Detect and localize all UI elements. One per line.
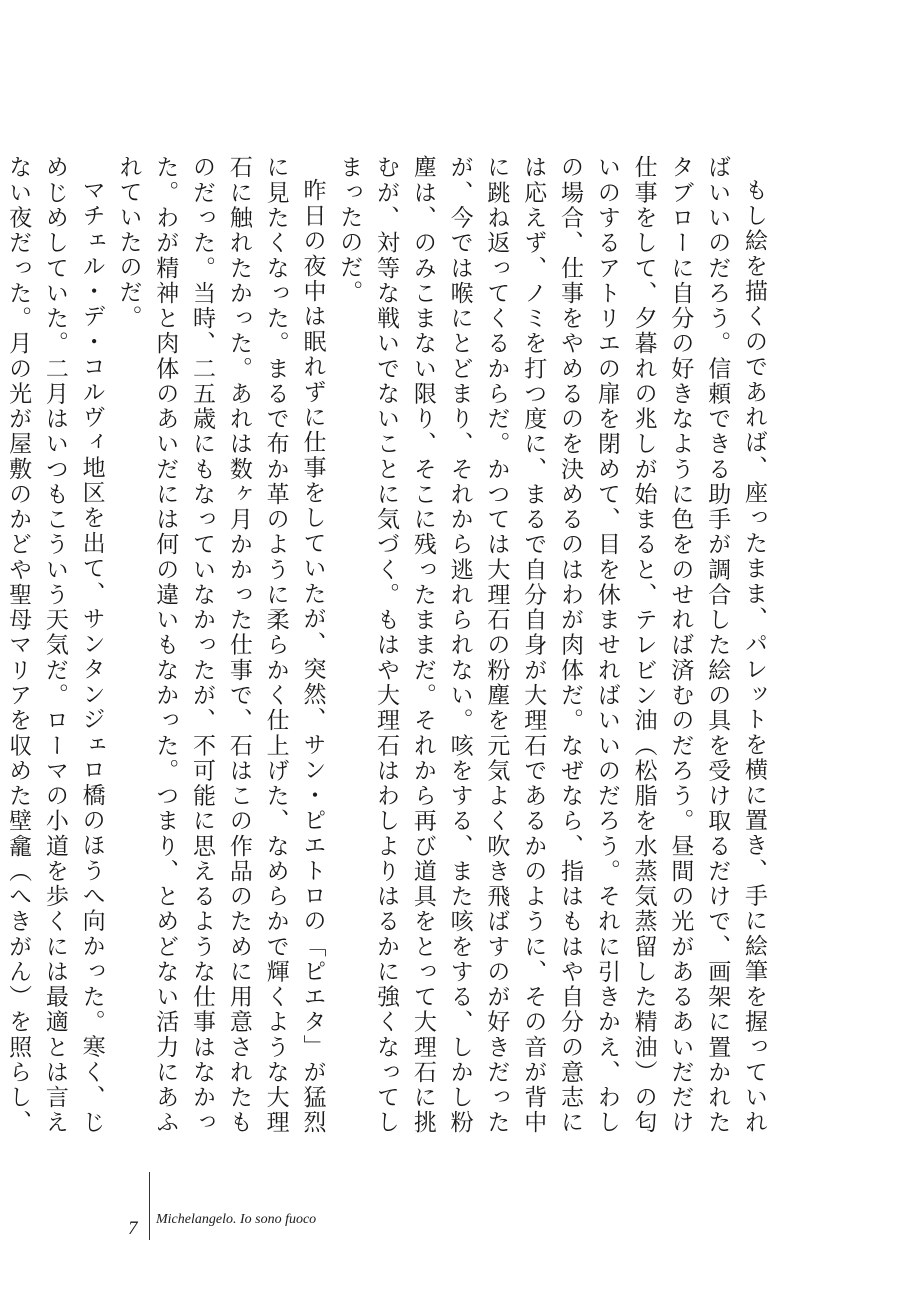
paragraph-3: マチェル・デ・コルヴィ地区を出て、サンタンジェロ橋のほうへ向かった。寒く、じめじめしていた。二月はいつもこういう天気だ。ローマの小道を歩くには最適とは言えない夜だった。月の光が屋敷のかどや聖母マリアを収めた壁龕（へきがん）を照らし、	[5, 155, 105, 1136]
folio-divider	[149, 1172, 150, 1240]
body-text	[5, 155, 772, 1136]
page-number: 7	[128, 1218, 138, 1239]
paragraph-2: 昨日の夜中は眠れずに仕事をしていたが、突然、サン・ピエトロの「ピエタ」が猛烈に見たくなった。まるで布か革のように柔らかく仕上げた、なめらかで輝くような大理石に触れたかった。あれは数ヶ月かかった仕事で、石はこの作品のために用意されたものだった。当時、二五歳にもなっていなかったが、不可能に思えるような仕事はなかった。わが精神と肉体のあいだには何の違いもなかった。つまり、とめどない活力にあふれていたのだ。	[115, 155, 326, 1136]
running-title: Michelangelo. Io sono fuoco	[156, 1212, 317, 1227]
paragraph-1: もし絵を描くのであれば、座ったまま、パレットを横に置き、手に絵筆を握っていればいいのだろう。信頼できる助手が調合した絵の具を受け取るだけで、画架に置かれたタブローに自分の好きなように色をのせれば済むのだろう。昼間の光があるあいだだけ仕事をして、夕暮れの兆しが始まると、テレビン油（松脂を水蒸気蒸留した精油）の匂いのするアトリエの扉を閉めて、目を休ませればいいのだろう。それに引きかえ、わしの場合、仕事をやめるのを決めるのはわが肉体だ。なぜなら、指はもはや自分の意志には応えず、ノミを打つ度に、まるで自分自身が大理石であるかのように、その音が背中に跳ね返ってくるからだ。かつては大理石の粉塵を元気よく吹き飛ばすのが好きだったが、今では喉にとどまり、それから逃れられない。咳をする、また咳をする、しかし粉塵は、のみこまない限り、そこに残ったままだ。それから再び道具をとって大理石に挑むが、対等な戦いでないことに気づく。もはや大理石はわしよりはるかに強くなってしまったのだ。	[336, 155, 767, 1136]
